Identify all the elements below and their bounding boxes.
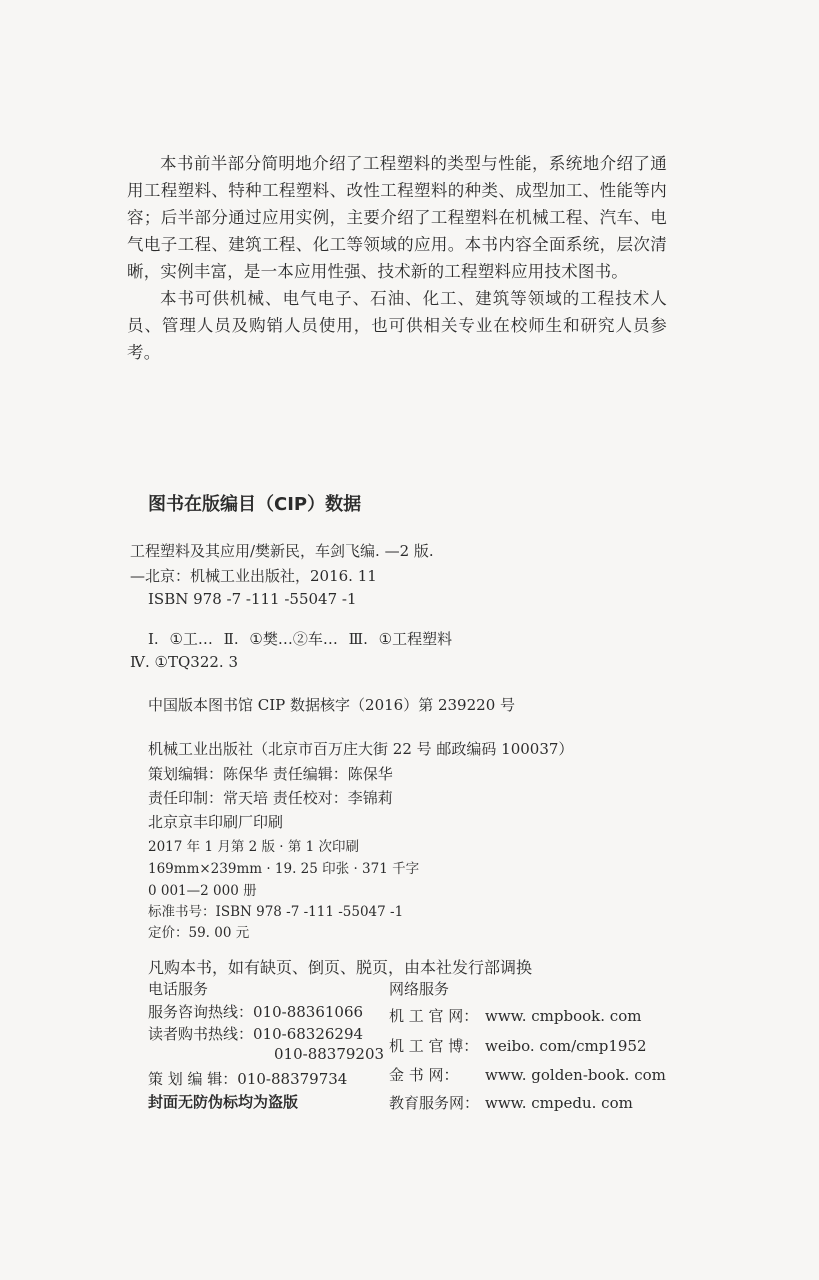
phone-service-header: 电话服务 (148, 980, 209, 998)
website-link[interactable]: www. golden-book. com (485, 1066, 666, 1084)
cip-classification: Ⅰ. ①工… Ⅱ. ①樊…②车… Ⅲ. ①工程塑料 (148, 630, 453, 648)
cip-record-number: 中国版本图书馆 CIP 数据核字（2016）第 239220 号 (148, 696, 516, 714)
cip-clc-number: Ⅳ. ①TQ322. 3 (130, 653, 238, 671)
standard-book-number: 标准书号：ISBN 978 -7 -111 -55047 -1 (148, 904, 404, 920)
phone-planning-editor: 策 划 编 辑：010-88379734 (148, 1070, 348, 1088)
cip-title: 图书在版编目（CIP）数据 (148, 494, 362, 515)
price: 定价：59. 00 元 (148, 925, 250, 941)
description-paragraph-1: 本书前半部分简明地介绍了工程塑料的类型与性能，系统地介绍了通用工程塑料、特种工程塑料、改性工程塑料的种类、成型加工、性能等内容；后半部分通过应用实例，主要介绍了工程塑料在机械工程、汽车、电气电子工程、建筑工程、化工等领域的应用。本书内容全面系统，层次清晰，实例丰富，是一本应用性强、技术新的工程塑料应用技术图书。 (127, 154, 667, 281)
publisher-address: 机械工业出版社（北京市百万庄大街 22 号 邮政编码 100037） (148, 740, 574, 758)
network-cmpbook (389, 1005, 641, 1026)
cip-publisher-line: —北京：机械工业出版社，2016. 11 (130, 567, 377, 585)
phone-purchase-hotline-2: 010-88379203 (274, 1045, 385, 1063)
network-golden-book (389, 1064, 666, 1085)
website-link[interactable]: www. cmpbook. com (485, 1007, 642, 1025)
phone-consult-hotline: 服务咨询热线：010-88361066 (148, 1003, 364, 1021)
network-cmpedu (389, 1092, 633, 1113)
description-paragraph-2: 本书可供机械、电气电子、石油、化工、建筑等领域的工程技术人员、管理人员及购销人员使用，也可供相关专业在校师生和研究人员参考。 (127, 289, 667, 362)
network-label: 教育服务网： (389, 1094, 480, 1112)
cip-isbn: ISBN 978 -7 -111 -55047 -1 (148, 590, 357, 608)
editors: 策划编辑：陈保华 责任编辑：陈保华 (148, 765, 393, 783)
network-label: 机 工 官 博： (389, 1037, 479, 1055)
network-weibo (389, 1035, 647, 1056)
anti-counterfeit-notice: 封面无防伪标均为盗版 (148, 1093, 299, 1111)
replacement-notice: 凡购本书，如有缺页、倒页、脱页，由本社发行部调换 (148, 958, 533, 977)
cip-title-line: 工程塑料及其应用/樊新民，车剑飞编. —2 版. (130, 542, 434, 560)
weibo-link[interactable]: weibo. com/cmp1952 (485, 1037, 647, 1055)
format-info: 169mm×239mm · 19. 25 印张 · 371 千字 (148, 861, 420, 877)
edition-info: 2017 年 1 月第 2 版 · 第 1 次印刷 (148, 839, 360, 855)
phone-purchase-hotline: 读者购书热线：010-68326294 (148, 1025, 364, 1043)
print-run: 0 001—2 000 册 (148, 883, 257, 899)
network-label: 金 书 网： (389, 1066, 459, 1084)
printer: 北京京丰印刷厂印刷 (148, 813, 284, 831)
network-label: 机 工 官 网： (389, 1007, 479, 1025)
print-proof-staff: 责任印制：常天培 责任校对：李锦莉 (148, 789, 393, 807)
website-link[interactable]: www. cmpedu. com (485, 1094, 633, 1112)
network-service-header: 网络服务 (389, 980, 450, 998)
